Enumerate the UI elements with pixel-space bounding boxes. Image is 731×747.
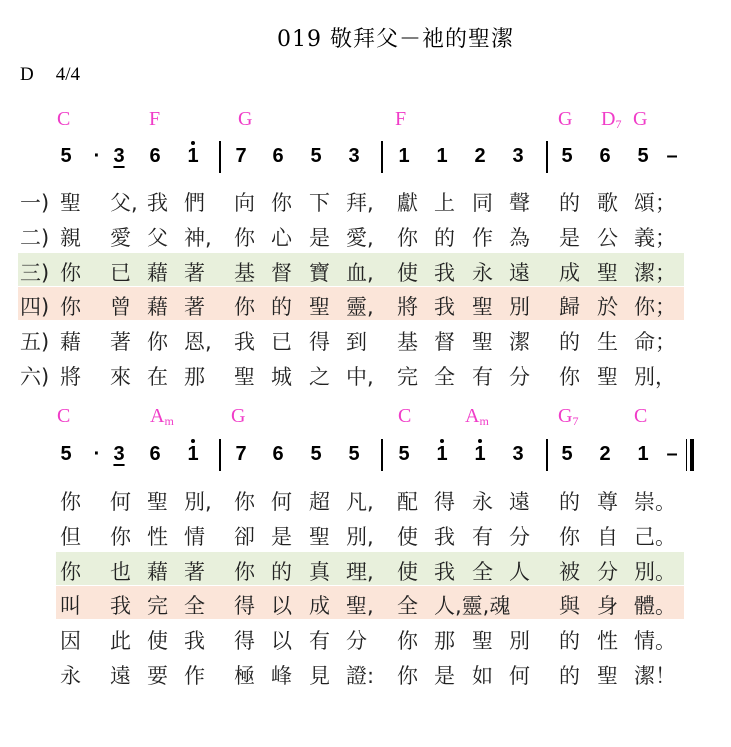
lyric-syllable: 是 (559, 225, 580, 250)
lyric-syllable: 遠 (509, 490, 530, 514)
lyric-syllable: 使 (397, 524, 418, 549)
lyric-syllable: 恩, (184, 330, 212, 355)
chord-symbol: F (395, 108, 407, 130)
note (470, 443, 490, 466)
lyric-syllable: 你 (234, 225, 255, 250)
note: 6 (599, 145, 611, 167)
lyric-syllable: 使 (397, 260, 418, 285)
lyric-syllable: 藉 (147, 559, 168, 584)
lyric-syllable: 督 (271, 260, 292, 285)
lyric-syllable: 來 (110, 365, 131, 389)
lyric-syllable: 人 (509, 559, 530, 584)
lyric-syllable: 如 (472, 664, 493, 688)
lyric-syllable: 血, (346, 260, 374, 285)
verse-number: 二) (20, 225, 50, 250)
high-octave-note: 1 (187, 145, 199, 167)
lyric-syllable: 我 (434, 559, 455, 584)
note (432, 443, 452, 466)
lyric-syllable: 著 (184, 295, 205, 320)
lyric-syllable: 我 (110, 594, 131, 619)
chord-symbol: $D_7$ (601, 108, 622, 131)
bar-line (546, 141, 548, 173)
lyric-syllable: 你 (234, 490, 255, 514)
lyric-syllable: 著 (110, 330, 131, 355)
chord-symbol: C (634, 405, 648, 427)
lyric-syllable: 是 (309, 225, 330, 250)
lyric-syllable: 與 (559, 594, 580, 619)
lyric-syllable: 卻 (234, 524, 255, 549)
lyric-syllable: 全 (184, 594, 205, 619)
lyric-line (0, 521, 731, 549)
lyric-syllable: 作 (472, 225, 493, 250)
lyric-syllable: 聖 (597, 664, 618, 688)
lyric-syllable: 已 (271, 330, 292, 355)
lyric-syllable: 頌； (634, 191, 676, 215)
lyric-syllable: 拜, (346, 191, 374, 215)
note: 5 (637, 145, 649, 167)
lyric-line (0, 625, 731, 653)
lyric-syllable: 基 (397, 330, 418, 355)
note: 7 (235, 443, 247, 465)
lyric-syllable: 你 (271, 191, 292, 215)
lyric-syllable: 使 (147, 629, 168, 654)
dot-duration: · (93, 443, 101, 465)
note: 2 (599, 443, 611, 465)
lyric-syllable: 你 (234, 559, 255, 584)
lyric-syllable: 別， (634, 365, 676, 389)
lyric-syllable: 超 (309, 490, 330, 514)
chord-quality: m (164, 414, 174, 428)
high-octave-note: 1 (187, 443, 199, 465)
note: 1 (436, 145, 448, 167)
lyric-syllable: 我 (234, 330, 255, 355)
key-signature (20, 64, 102, 86)
note: 5 (60, 443, 72, 465)
lyric-syllable: 是 (271, 524, 292, 549)
high-octave-note: 1 (474, 443, 486, 465)
lyric-syllable: 何 (271, 490, 292, 514)
dot-duration: · (93, 145, 101, 167)
lyric-syllable: 你； (634, 295, 676, 320)
bar-line (219, 141, 221, 173)
lyric-syllable: 之 (309, 365, 330, 389)
note (183, 145, 203, 168)
lyric-syllable: 你 (60, 559, 81, 584)
chord-symbol: G (238, 108, 253, 130)
lyric-syllable: 永 (60, 664, 81, 688)
lyric-syllable: 下 (309, 191, 330, 215)
lyric-syllable: 命； (634, 330, 676, 355)
lyric-syllable: 那 (434, 629, 455, 654)
lyric-syllable: 督 (434, 330, 455, 355)
lyric-syllable: 成 (559, 260, 580, 285)
lyric-syllable: 你 (110, 524, 131, 549)
lyric-syllable: 別, (346, 524, 374, 549)
lyric-syllable: 遠 (509, 260, 530, 285)
note: 3 (512, 145, 524, 167)
lyric-syllable: 情 (184, 524, 205, 549)
lyric-syllable: 歌 (597, 191, 618, 215)
lyric-syllable: 我 (434, 295, 455, 320)
lyric-syllable: 何 (110, 490, 131, 514)
note: 7 (235, 145, 247, 167)
lyric-syllable: 理, (346, 559, 374, 584)
chord-quality: 7 (572, 414, 579, 428)
lyric-syllable: 因 (60, 629, 81, 654)
note: 6 (272, 443, 284, 465)
chord-symbol: C (57, 405, 71, 427)
lyric-syllable: 我 (147, 191, 168, 215)
lyric-syllable: 人,靈,魂 (434, 594, 511, 619)
lyric-syllable: 全 (434, 365, 455, 389)
lyric-syllable: 藉 (60, 330, 81, 355)
lyric-syllable: 要 (147, 664, 168, 688)
note: 5 (561, 145, 573, 167)
time-signature: 4/4 (55, 64, 81, 85)
lyric-syllable: 永 (472, 490, 493, 514)
lyric-syllable: 那 (184, 365, 205, 389)
lyric-syllable: 著 (184, 559, 205, 584)
lyric-syllable: 崇。 (634, 490, 676, 514)
lyric-syllable: 聖 (472, 330, 493, 355)
lyric-syllable: 叫 (60, 594, 81, 619)
lyric-syllable: 證: (346, 664, 375, 688)
lyric-syllable: 上 (434, 191, 455, 215)
lyric-syllable: 性 (597, 629, 618, 654)
lyric-syllable: 但 (60, 524, 81, 549)
high-octave-note: 1 (436, 443, 448, 465)
chord-symbol: $G_7$ (558, 405, 579, 428)
lyric-syllable: 將 (60, 365, 81, 389)
chord-symbol: $A_m$ (150, 405, 174, 428)
lyric-syllable: 得 (309, 330, 330, 355)
note: 6 (149, 443, 161, 465)
note: 5 (310, 443, 322, 465)
note (183, 443, 203, 466)
lyric-line (0, 326, 731, 354)
lyric-syllable: 你 (397, 664, 418, 688)
bar-line (381, 439, 383, 471)
lyric-syllable: 以 (271, 594, 292, 619)
lyric-syllable: 性 (147, 524, 168, 549)
lyric-syllable: 公 (597, 225, 618, 250)
lyric-syllable: 中, (346, 365, 374, 389)
lyric-syllable: 靈, (346, 295, 374, 320)
lyric-syllable: 到 (346, 330, 367, 355)
lyric-syllable: 向 (234, 191, 255, 215)
lyric-syllable: 真 (309, 559, 330, 584)
lyric-syllable: 得 (234, 629, 255, 654)
final-bar-thick (690, 439, 694, 471)
lyric-syllable: 分 (597, 559, 618, 584)
lyric-syllable: 愛 (110, 225, 131, 250)
lyric-syllable: 見 (309, 664, 330, 688)
note: 6 (149, 145, 161, 167)
note: 6 (272, 145, 284, 167)
lyric-syllable: 聖 (472, 629, 493, 654)
lyric-syllable: 你 (60, 490, 81, 514)
chord-symbol: C (57, 108, 71, 130)
lyric-line (0, 187, 731, 215)
lyric-syllable: 城 (271, 365, 292, 389)
lyric-syllable: 於 (597, 295, 618, 320)
lyric-syllable: 潔； (634, 260, 676, 285)
note: 3 (113, 443, 125, 465)
lyric-syllable: 的 (271, 559, 292, 584)
lyric-syllable: 你 (60, 260, 81, 285)
lyric-line (0, 590, 731, 618)
lyric-syllable: 聖 (147, 490, 168, 514)
note: 5 (398, 443, 410, 465)
bar-line (546, 439, 548, 471)
lyric-line (0, 361, 731, 389)
lyric-syllable: 此 (110, 629, 131, 654)
lyric-syllable: 被 (559, 559, 580, 584)
lyric-syllable: 潔 (509, 330, 530, 355)
chord-symbol: G (231, 405, 246, 427)
chord-symbol: $A_m$ (465, 405, 489, 428)
lyric-syllable: 遠 (110, 664, 131, 688)
verse-number: 六) (20, 365, 50, 389)
verse-number: 五) (20, 330, 50, 355)
lyric-syllable: 父 (147, 225, 168, 250)
lyric-syllable: 聲 (509, 191, 530, 215)
lyric-syllable: 別。 (634, 559, 676, 584)
lyric-syllable: 神, (184, 225, 212, 250)
lyric-syllable: 們 (184, 191, 205, 215)
bar-line (381, 141, 383, 173)
note: 5 (60, 145, 72, 167)
lyric-line (0, 257, 731, 285)
lyric-syllable: 全 (397, 594, 418, 619)
lyric-syllable: 分 (509, 365, 530, 389)
lyric-syllable: 峰 (271, 664, 292, 688)
lyric-syllable: 愛, (346, 225, 374, 250)
lyric-syllable: 曾 (110, 295, 131, 320)
lyric-syllable: 也 (110, 559, 131, 584)
lyric-syllable: 別 (509, 295, 530, 320)
chord-quality: m (479, 414, 489, 428)
lyric-syllable: 的 (559, 664, 580, 688)
note: 5 (310, 145, 322, 167)
lyric-syllable: 聖 (597, 365, 618, 389)
lyric-syllable: 已 (110, 260, 131, 285)
chord-symbol: G (558, 108, 573, 130)
lyric-syllable: 你 (60, 295, 81, 320)
lyric-syllable: 我 (434, 260, 455, 285)
lyric-syllable: 心 (271, 225, 292, 250)
lyric-syllable: 你 (397, 225, 418, 250)
lyric-syllable: 以 (271, 629, 292, 654)
lyric-syllable: 的 (559, 330, 580, 355)
dash-duration: – (666, 443, 678, 465)
lyric-syllable: 你 (559, 524, 580, 549)
chord-symbol: C (398, 405, 412, 427)
lyric-syllable: 凡, (346, 490, 374, 514)
note: 2 (474, 145, 486, 167)
lyric-syllable: 藉 (147, 260, 168, 285)
lyric-syllable: 有 (472, 524, 493, 549)
lyric-syllable: 別, (184, 490, 212, 514)
chord-symbol: F (149, 108, 161, 130)
lyric-line (0, 222, 731, 250)
lyric-syllable: 親 (60, 225, 81, 250)
lyric-syllable: 在 (147, 365, 168, 389)
lyric-syllable: 聖 (597, 260, 618, 285)
lyric-syllable: 潔！ (634, 664, 676, 688)
lyric-syllable: 聖 (60, 191, 81, 215)
lyric-syllable: 極 (234, 664, 255, 688)
lyric-line (0, 660, 731, 688)
lyric-syllable: 別 (509, 629, 530, 654)
lyric-syllable: 情。 (634, 629, 676, 654)
lyric-syllable: 何 (509, 664, 530, 688)
lyric-syllable: 成 (309, 594, 330, 619)
lyric-syllable: 聖 (472, 295, 493, 320)
lyric-syllable: 的 (271, 295, 292, 320)
lyric-syllable: 著 (184, 260, 205, 285)
lyric-syllable: 聖, (346, 594, 374, 619)
lyric-syllable: 你 (559, 365, 580, 389)
note: 5 (348, 443, 360, 465)
lyric-syllable: 完 (147, 594, 168, 619)
lyric-syllable: 基 (234, 260, 255, 285)
lyric-syllable: 永 (472, 260, 493, 285)
lyric-syllable: 得 (234, 594, 255, 619)
lyric-syllable: 作 (184, 664, 205, 688)
lyric-syllable: 是 (434, 664, 455, 688)
lyric-syllable: 的 (434, 225, 455, 250)
lyric-line (0, 291, 731, 319)
note: 5 (561, 443, 573, 465)
hymn-title: 019 敬拜父－祂的聖潔 (277, 27, 514, 52)
lyric-syllable: 聖 (234, 365, 255, 389)
lyric-syllable: 父, (110, 191, 138, 215)
lyric-line (0, 556, 731, 584)
lyric-syllable: 使 (397, 559, 418, 584)
lyric-syllable: 己。 (634, 524, 676, 549)
note: 3 (113, 145, 125, 167)
verse-number: 四) (20, 295, 50, 320)
lyric-syllable: 有 (309, 629, 330, 654)
final-bar-thin (686, 439, 687, 471)
lyric-syllable: 得 (434, 490, 455, 514)
note: 1 (637, 443, 649, 465)
lyric-syllable: 歸 (559, 295, 580, 320)
lyric-syllable: 的 (559, 629, 580, 654)
key-label: D (20, 64, 34, 85)
lyric-syllable: 分 (509, 524, 530, 549)
lyric-syllable: 的 (559, 191, 580, 215)
note: 3 (348, 145, 360, 167)
lyric-syllable: 完 (397, 365, 418, 389)
lyric-syllable: 義； (634, 225, 676, 250)
lyric-syllable: 獻 (397, 191, 418, 215)
lyric-syllable: 聖 (309, 295, 330, 320)
lyric-syllable: 全 (472, 559, 493, 584)
lyric-syllable: 寶 (309, 260, 330, 285)
lyric-syllable: 你 (147, 330, 168, 355)
lyric-syllable: 體。 (634, 594, 676, 619)
lyric-syllable: 你 (397, 629, 418, 654)
chord-quality: 7 (615, 117, 622, 131)
lyric-syllable: 配 (397, 490, 418, 514)
note: 1 (398, 145, 410, 167)
lyric-syllable: 分 (346, 629, 367, 654)
lyric-syllable: 生 (597, 330, 618, 355)
lyric-syllable: 為 (509, 225, 530, 250)
verse-number: 三) (20, 260, 50, 285)
lyric-line (0, 486, 731, 514)
verse-number: 一) (20, 191, 50, 215)
lyric-syllable: 將 (397, 295, 418, 320)
lyric-syllable: 你 (234, 295, 255, 320)
lyric-syllable: 身 (597, 594, 618, 619)
lyric-syllable: 藉 (147, 295, 168, 320)
lyric-syllable: 同 (472, 191, 493, 215)
note: 3 (512, 443, 524, 465)
lyric-syllable: 聖 (309, 524, 330, 549)
lyric-syllable: 有 (472, 365, 493, 389)
bar-line (219, 439, 221, 471)
lyric-syllable: 我 (434, 524, 455, 549)
lyric-syllable: 我 (184, 629, 205, 654)
lyric-syllable: 尊 (597, 490, 618, 514)
lyric-syllable: 自 (597, 524, 618, 549)
lyric-syllable: 的 (559, 490, 580, 514)
chord-symbol: G (633, 108, 648, 130)
dash-duration: – (666, 145, 678, 167)
